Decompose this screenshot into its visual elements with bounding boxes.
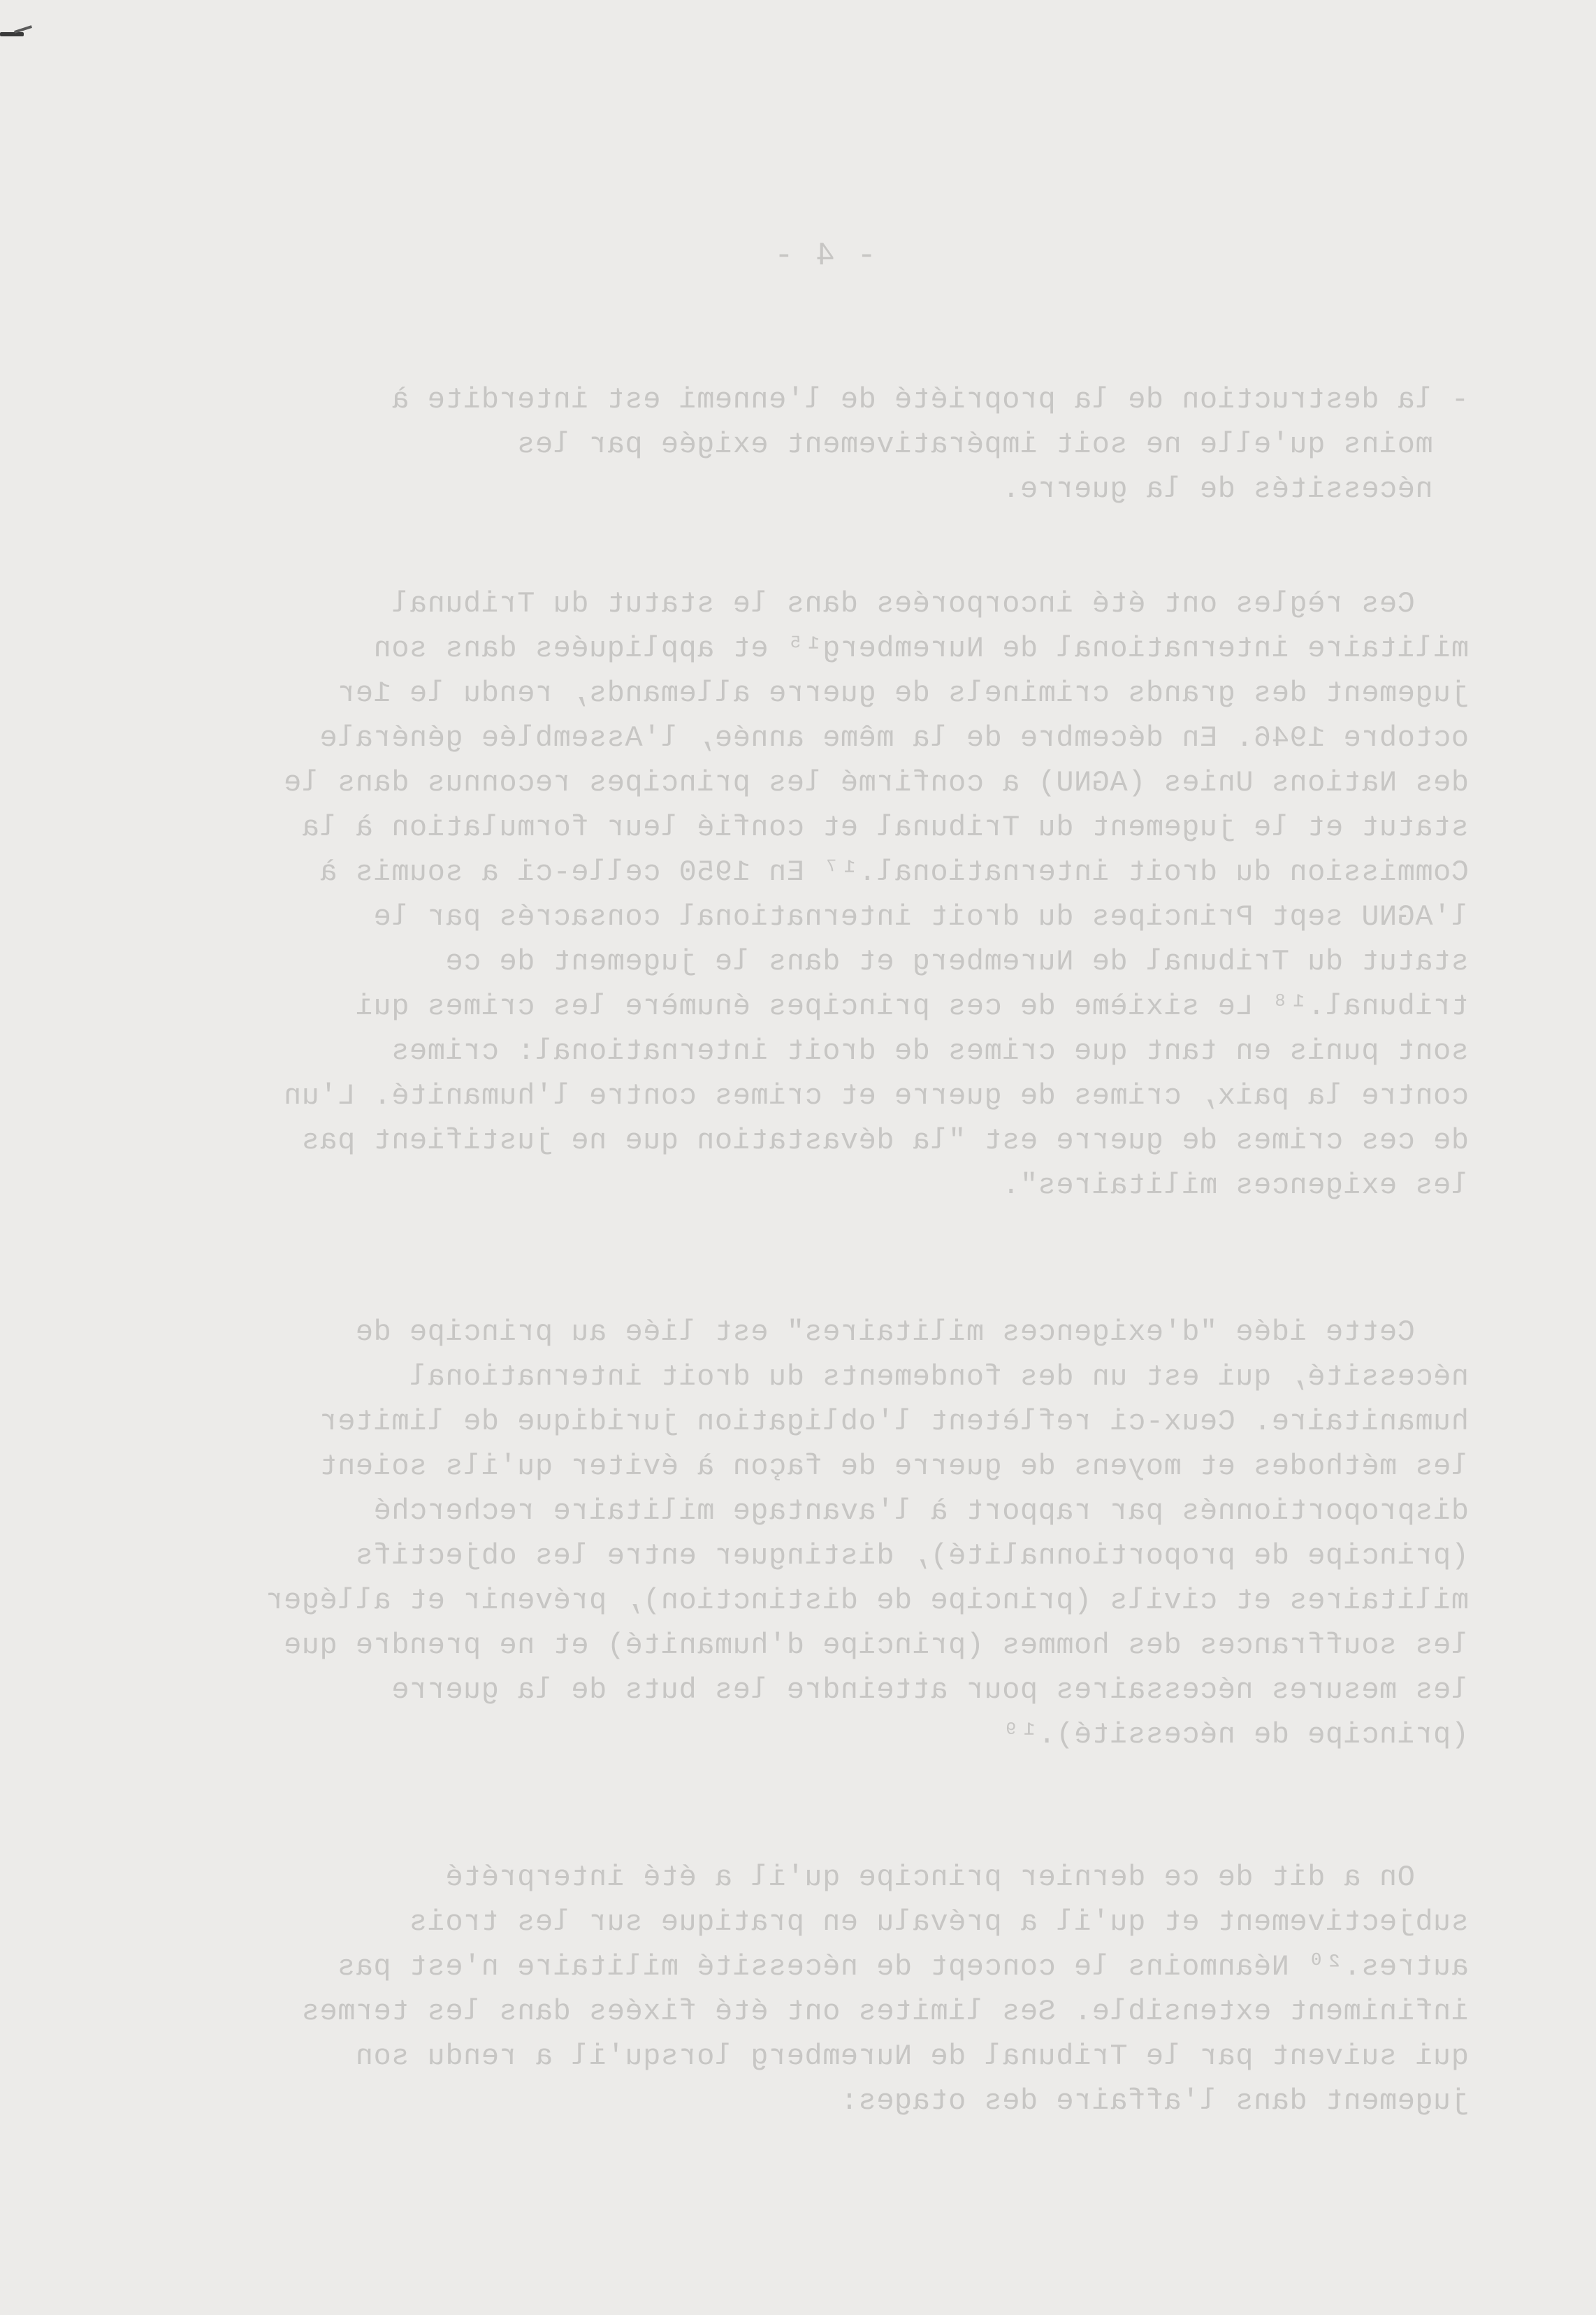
text-line: l'AGNU sept Principes du droit international consacrés par le (373, 900, 1469, 934)
text-line: disproportionnés par rapport à l'avantage militaire recherché (373, 1494, 1469, 1528)
text-line: les méthodes et moyens de guerre de façon à éviter qu'ils soient (319, 1450, 1469, 1483)
text-line: On a dit de ce dernier principe qu'il a été interprété (444, 1861, 1469, 1894)
text-line: les mesures nécessaires pour atteindre les buts de la guerre (391, 1673, 1469, 1707)
text-line: moins qu'elle ne soit impérativement exigée par les (516, 428, 1469, 461)
text-line: les souffrances des hommes (principe d'humanité) et ne prendre que (283, 1629, 1469, 1662)
text-line: humanitaire. Ceux-ci reflètent l'obligation juridique de limiter (319, 1405, 1469, 1438)
text-line: qui suivent par le Tribunal de Nuremberg lorsqu'il a rendu son (355, 2040, 1469, 2073)
text-line: - la destruction de la propriété de l'ennemi est interdite à (391, 383, 1469, 417)
text-line: Cette idée "d'exigences militaires" est liée au principe de (355, 1315, 1469, 1349)
text-line: octobre 1946. En décembre de la même année, l'Assemblée générale (319, 721, 1469, 755)
text-line: tribunal.¹⁸ Le sixième de ces principes énumère les crimes qui (355, 990, 1469, 1023)
text-line: de ces crimes de guerre est "la dévastation que ne justifient pas (301, 1124, 1469, 1158)
text-line: militaires et civils (principe de distinction), prévenir et alléger (265, 1584, 1469, 1617)
text-line: statut et le jugement du Tribunal et confié leur formulation à la (301, 811, 1469, 844)
text-line: subjectivement et qu'il a prévalu en pratique sur les trois (409, 1905, 1469, 1939)
text-line: autres.²⁰ Néanmoins le concept de nécessité militaire n'est pas (337, 1950, 1469, 1984)
text-line: (principe de proportionnalité), distinguer entre les objectifs (355, 1539, 1469, 1573)
paragraph-4 (141, 1855, 1469, 2123)
text-line: statut du Tribunal de Nuremberg et dans le jugement de ce (444, 945, 1469, 979)
text-line: Ces règles ont été incorporées dans le statut du Tribunal (391, 587, 1469, 621)
text-line: militaire international de Nuremberg¹⁵ et appliquées dans son (373, 632, 1469, 665)
text-line: infiniment extensible. Ses limites ont été fixées dans les termes (301, 1995, 1469, 2028)
paragraph-1 (141, 377, 1469, 512)
text-line: contre la paix, crimes de guerre et crimes contre l'humanité. L'un (283, 1079, 1469, 1113)
text-line: (principe de nécessité).¹⁹ (1001, 1718, 1469, 1752)
text-line: les exigences militaires". (1001, 1169, 1469, 1202)
paragraph-3 (141, 1310, 1469, 1757)
text-line: des Nations Unies (AGNU) a confirmé les principes reconnus dans le (283, 766, 1469, 800)
text-line: Commission du droit international.¹⁷ En 1950 celle-ci a soumis à (319, 856, 1469, 889)
text-line: jugement dans l'affaire des otages: (840, 2084, 1469, 2118)
text-line: nécessités de la guerre. (1001, 473, 1469, 506)
text-line: jugement des grands criminels de guerre allemands, rendu le 1er (337, 677, 1469, 710)
page-number: - 4 - (772, 238, 876, 274)
paragraph-2 (141, 582, 1469, 1208)
text-line: nécessité, qui est un des fondements du droit international (409, 1360, 1469, 1394)
text-line: sont punis en tant que crimes de droit international: crimes (391, 1034, 1469, 1068)
